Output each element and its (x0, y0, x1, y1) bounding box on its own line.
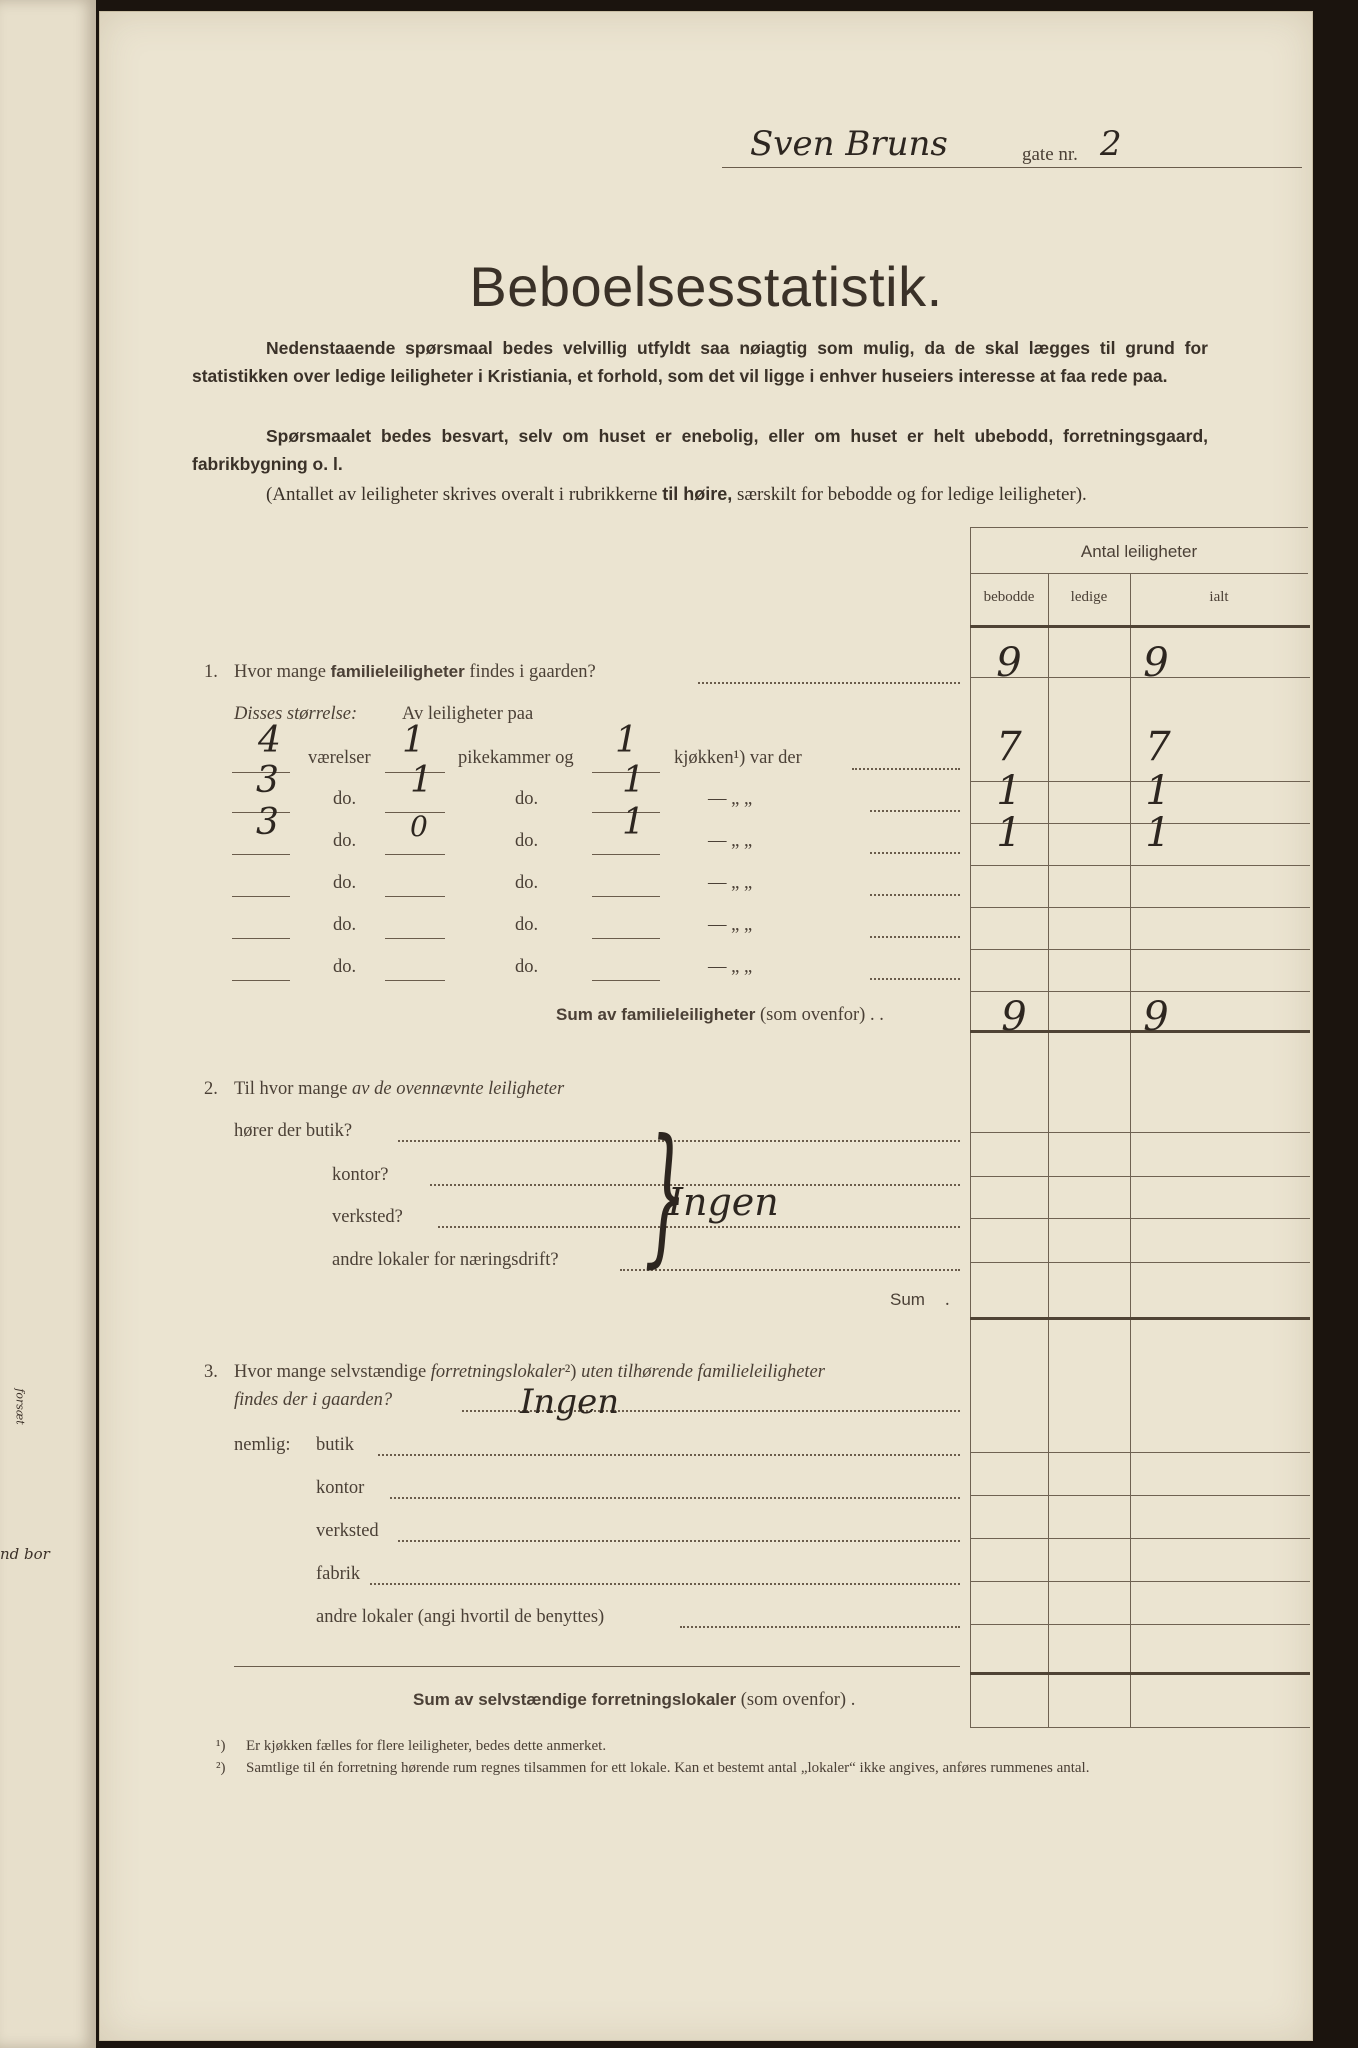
row6-label1: do. (333, 957, 357, 977)
q3-nemlig: nemlig: (234, 1435, 291, 1455)
row1-bebodde: 7 (996, 724, 1022, 770)
page-title: Beboelsesstatistik. (469, 255, 943, 318)
q2-text-pre: Til hvor mange (234, 1079, 348, 1099)
gate-nr-handwritten: 2 (1100, 124, 1122, 164)
row4-rooms-line (232, 896, 290, 897)
row3-rooms: 3 (256, 802, 279, 843)
row5-label2: do. (515, 915, 539, 935)
q1-question (234, 662, 596, 683)
q1-text-bold: familieleiligheter (330, 662, 465, 681)
row-divider-q3a (970, 1452, 1310, 1453)
row-divider-r4 (970, 907, 1310, 908)
row1-leader (852, 768, 960, 770)
sizes-label-post: Av leiligheter paa (402, 704, 534, 724)
q2-item-butik: hører der butik? (234, 1121, 353, 1141)
street-underline (722, 167, 1302, 168)
row5-kitchen-line (592, 938, 660, 939)
q3-text-sup: ²) (564, 1362, 577, 1382)
intro-paragraph-3 (192, 480, 1208, 509)
q3-item-fabrik: fabrik (316, 1564, 361, 1584)
row3-ialt: 1 (1145, 810, 1171, 856)
row-divider-q3b (970, 1495, 1310, 1496)
row4-leader (870, 894, 960, 896)
q2-question (234, 1079, 564, 1100)
row5-leader (870, 936, 960, 938)
table-header-title: Antal leiligheter (1080, 542, 1198, 561)
q2-text-italic: av de ovennævnte leiligheter (352, 1079, 565, 1099)
q3-text-italic2: uten tilhørende familieleiligheter (581, 1362, 825, 1382)
row-divider-r5 (970, 949, 1310, 950)
footnote-2-mark: ²) (216, 1760, 226, 1776)
col-ledige-header: ledige (1070, 589, 1108, 605)
row5-rooms-line (232, 938, 290, 939)
q1-leader (698, 682, 960, 684)
row3-kitchen: 1 (622, 802, 645, 843)
q1-text-pre: Hvor mange (234, 662, 326, 682)
row1-rooms: 4 (258, 720, 281, 761)
table-left-border (970, 527, 971, 1727)
footnote-2-text: Samtlige til én forretning hørende rum regnes tilsammen for ett lokale. Kan et bestemt antal „lokaler“ ikke angives, anføres rummenes antal. (246, 1760, 1090, 1776)
row3-leader (870, 852, 960, 854)
sum3-label: Sum av selvstændige forretningslokaler (som ovenfor) . (413, 1690, 856, 1710)
row-divider-q2d (970, 1262, 1310, 1263)
q2-handwritten: Ingen (668, 1180, 779, 1224)
q3-kontor-leader (390, 1497, 960, 1499)
row2-bebodde: 1 (996, 768, 1022, 814)
row6-label3: — „ „ (708, 957, 753, 977)
row1-kitchen: 1 (615, 720, 638, 761)
row4-kitchen-line (592, 896, 660, 897)
row3-rooms-line (232, 854, 290, 855)
row1-label2: pikekammer og (458, 748, 574, 768)
q3-butik-leader (378, 1454, 960, 1456)
q1-ialt-value: 9 (1143, 640, 1169, 686)
row4-label1: do. (333, 873, 357, 893)
row-divider-r3 (970, 865, 1310, 866)
q3-line2: findes der i gaarden? (234, 1390, 393, 1410)
row2-pike: 1 (410, 760, 433, 801)
q2-item-kontor: kontor? (332, 1165, 389, 1185)
intro-paragraph-2: Spørsmaalet bedes besvart, selv om huset er enebolig, eller om huset er helt ubebodd, forretningsgaard, fabrikbygning o. l. (192, 426, 1208, 474)
sum2-bottom (970, 1317, 1310, 1320)
row2-label1: do. (333, 789, 357, 809)
q3-fabrik-leader (370, 1583, 960, 1585)
q2-item-andre: andre lokaler for næringsdrift? (332, 1250, 559, 1270)
row2-ialt: 1 (1145, 768, 1171, 814)
row3-bebodde: 1 (996, 810, 1022, 856)
sum3-post: (som ovenfor) (740, 1690, 847, 1710)
row1-label3: kjøkken¹) var der (674, 748, 802, 768)
col-ialt-header (1130, 589, 1308, 606)
q2-item-verksted: verksted? (332, 1207, 403, 1227)
row5-pike-line (385, 938, 445, 939)
row3-pike-line (385, 854, 445, 855)
row5-label3: — „ „ (708, 915, 753, 935)
q3-andre-leader (680, 1626, 960, 1628)
row-divider-q3e (970, 1624, 1310, 1625)
q3-question (234, 1362, 825, 1383)
q2-number: 2. (204, 1079, 218, 1099)
table-header-divider (970, 573, 1308, 574)
row-divider-q2c (970, 1218, 1310, 1219)
q2-brace: } (644, 1108, 688, 1282)
row2-label3: — „ „ (708, 789, 753, 809)
sum1-post: (som ovenfor) (759, 1005, 866, 1025)
q3-item-kontor: kontor (316, 1478, 365, 1498)
row3-label1: do. (333, 831, 357, 851)
table-top-border (970, 527, 1308, 528)
sum3-top (970, 1672, 1310, 1675)
gate-nr-label: gate nr. (1022, 144, 1078, 165)
row3-kitchen-line (592, 854, 660, 855)
q1-text-post: findes i gaarden? (469, 662, 596, 682)
q3-number: 3. (204, 1362, 218, 1382)
row-divider-q2b (970, 1176, 1310, 1177)
row6-rooms-line (232, 980, 290, 981)
sum1-ialt: 9 (1143, 994, 1169, 1040)
row2-kitchen: 1 (622, 760, 645, 801)
adjacent-page-fragment: forsæt (13, 1388, 27, 1425)
row2-leader (870, 810, 960, 812)
row1-ialt: 7 (1145, 724, 1171, 770)
q1-bebodde-value: 9 (996, 640, 1022, 686)
q2-verksted-leader (438, 1226, 960, 1228)
q2-sum-dots: . (945, 1290, 950, 1310)
q3-item-butik: butik (316, 1435, 355, 1455)
row6-kitchen-line (592, 980, 660, 981)
sizes-label: Disses størrelse: (234, 704, 358, 724)
row3-label3: — „ „ (708, 831, 753, 851)
row4-pike-line (385, 896, 445, 897)
street-name-handwritten: Sven Bruns (750, 124, 948, 164)
row3-pike: 0 (410, 810, 428, 843)
intro-3-part2: særskilt for bebodde og for ledige leiligheter). (736, 484, 1087, 505)
footnote-1-mark: ¹) (216, 1738, 226, 1754)
row-divider-q3c (970, 1538, 1310, 1539)
row1-label1: værelser (308, 748, 371, 768)
q3-item-verksted: verksted (316, 1521, 379, 1541)
row4-label2: do. (515, 873, 539, 893)
form-page (100, 12, 1312, 2040)
intro-3-bold: til høire, (662, 484, 733, 504)
q3-handwritten: Ingen (520, 1382, 620, 1422)
row2-rooms: 3 (256, 760, 279, 801)
sum3-bold: Sum av selvstændige forretningslokaler (413, 1690, 737, 1709)
row3-label2: do. (515, 831, 539, 851)
row5-label1: do. (333, 915, 357, 935)
table-header-bottom (970, 625, 1310, 628)
q3-free-line (234, 1666, 960, 1667)
row-divider-q2a (970, 1132, 1310, 1133)
q3-verksted-leader (398, 1540, 960, 1542)
col-ialt-label: ialt (1209, 589, 1229, 605)
row6-leader (870, 978, 960, 980)
row-divider-q3d (970, 1581, 1310, 1582)
sum1-bebodde: 9 (1001, 994, 1027, 1040)
q3-item-andre: andre lokaler (angi hvortil de benyttes) (316, 1607, 605, 1627)
q2-sum-label: Sum (890, 1290, 925, 1309)
sum1-bold: Sum av familieleiligheter (556, 1005, 756, 1024)
row4-label3: — „ „ (708, 873, 753, 893)
row6-label2: do. (515, 957, 539, 977)
footnote-1-text: Er kjøkken fælles for flere leiligheter, bedes dette anmerket. (246, 1738, 607, 1754)
adjacent-page-edge (0, 0, 96, 2048)
q1-number: 1. (204, 662, 218, 682)
row-divider-r6 (970, 991, 1310, 992)
q3-text-italic1: forretningslokaler (430, 1362, 565, 1382)
intro-paragraph-1: Nedenstaaende spørsmaal bedes velvillig utfyldt saa nøiagtig som mulig, da de skal lægges til grund for statistikken over ledige leiligheter i Kristiania, et forhold, som det vil ligge i enhver huseiers interesse at faa rede paa. (192, 338, 1208, 386)
row2-label2: do. (515, 789, 539, 809)
col-bebodde-header: bebodde (983, 589, 1035, 605)
table-bottom (970, 1727, 1310, 1728)
row6-pike-line (385, 980, 445, 981)
adjacent-page-fragment: nd bor (0, 1545, 50, 1563)
sum1-label: Sum av familieleiligheter (som ovenfor) . . (556, 1005, 884, 1025)
q3-text-pre: Hvor mange selvstændige (234, 1362, 427, 1382)
table-col-divider-1 (1048, 573, 1049, 1727)
intro-3-part1: (Antallet av leiligheter skrives overalt i rubrikkerne (266, 484, 658, 505)
row1-pike: 1 (402, 720, 425, 761)
